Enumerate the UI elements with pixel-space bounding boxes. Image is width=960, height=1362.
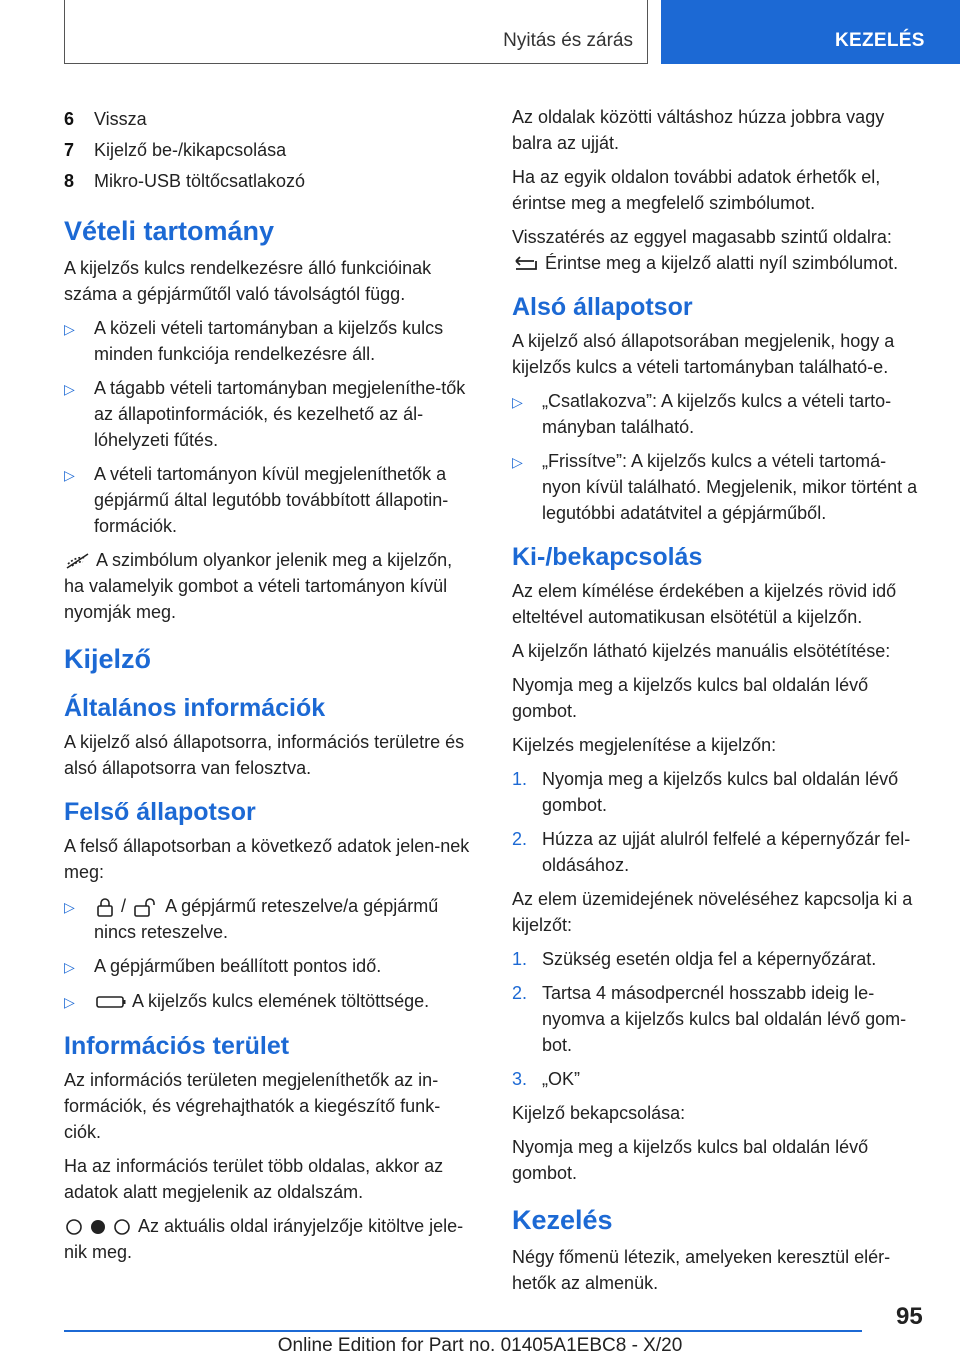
bullet-item: ▷ „Csatlakozva”: A kijelzős kulcs a vételi tarto-mányban található. bbox=[512, 388, 924, 440]
page-number: 95 bbox=[896, 1303, 923, 1330]
heading-on-off: Ki-/bekapcsolás bbox=[512, 543, 703, 571]
step-item: 3. „OK” bbox=[512, 1069, 580, 1089]
paragraph: A kijelző alsó állapotsorában megjelenik, hogy a kijelzős kulcs a vételi tartományban található-e. bbox=[512, 331, 895, 377]
lock-open-icon bbox=[131, 897, 161, 917]
bullet-icon: ▷ bbox=[512, 394, 523, 410]
paragraph: Nyomja meg a kijelzős kulcs bal oldalán lévő gombot. bbox=[512, 675, 869, 721]
step-item: 2. Tartsa 4 másodpercnél hosszabb ideig le-nyomva a kijelzős kulcs bal oldalán lévő gom-bot. bbox=[512, 983, 907, 1055]
heading-lower-status-bar: Alsó állapotsor bbox=[512, 293, 693, 321]
paragraph: Ha az információs terület több oldalas, akkor az adatok alatt megjelenik az oldalszám. bbox=[64, 1156, 444, 1202]
right-column bbox=[512, 104, 924, 1304]
header-section-title: Nyitás és zárás bbox=[503, 30, 633, 51]
bullet-item: ▷ A tágabb vételi tartományban megjeleníthe-tők az állapotinformációk, és kezelhető az ál-lóhelyzeti fűtés. bbox=[64, 375, 476, 453]
footer-edition: Online Edition for Part no. 01405A1EBC8 - X/20 bbox=[277, 1335, 683, 1356]
heading-general-info: Általános információk bbox=[64, 694, 326, 722]
battery-icon bbox=[94, 994, 128, 1010]
paragraph: Kijelző bekapcsolása: bbox=[512, 1103, 686, 1123]
paragraph: A kijelzőn látható kijelzés manuális elsötétítése: bbox=[512, 641, 891, 661]
bullet-item: ▷ „Frissítve”: A kijelzős kulcs a vételi tartomá-nyon kívül található. Megjelenik, mikor történt a legutóbbi adatátvitel a gépjárműből. bbox=[512, 448, 924, 526]
paragraph: Kijelzés megjelenítése a kijelzőn: bbox=[512, 735, 777, 755]
bullet-icon: ▷ bbox=[64, 467, 75, 483]
bullet-item: ▷ A kijelzős kulcs elemének töltöttsége. bbox=[64, 988, 476, 1015]
legend-item: 8 Mikro-USB töltőcsatlakozó bbox=[64, 171, 306, 191]
paragraph: A kijelző alsó állapotsorra, információs területre és alsó állapotsorra van felosztva. bbox=[64, 732, 465, 778]
bullet-icon: ▷ bbox=[64, 381, 75, 397]
bullet-icon: ▷ bbox=[64, 899, 75, 915]
header-chapter-label: KEZELÉS bbox=[835, 30, 925, 51]
header-chapter-tab[interactable] bbox=[661, 0, 960, 64]
paragraph: Az oldalak közötti váltáshoz húzza jobbra vagy balra az ujját. bbox=[512, 107, 885, 153]
left-column bbox=[64, 104, 476, 1273]
legend-item: 7 Kijelző be-/kikapcsolása bbox=[64, 140, 287, 160]
bullet-item: ▷ / A gépjármű reteszelve/a gépjármű nincs reteszelve. bbox=[64, 893, 476, 945]
header-section-box bbox=[64, 0, 648, 64]
step-item: 2. Húzza az ujját alulról felfelé a képernyőzár fel-oldásához. bbox=[512, 829, 911, 875]
bullet-item: ▷ A vételi tartományon kívül megjeleníthetők a gépjármű által legutóbb továbbított állapotin-formációk. bbox=[64, 461, 476, 539]
heading-reception-range: Vételi tartomány bbox=[64, 216, 275, 246]
paragraph: A felső állapotsorban a következő adatok jelen-nek meg: bbox=[64, 836, 470, 882]
back-arrow-icon bbox=[512, 255, 540, 273]
bullet-icon: ▷ bbox=[64, 994, 75, 1010]
paragraph: Visszatérés az eggyel magasabb szintű oldalra: Érintse meg a kijelző alatti nyíl szimbólumot. bbox=[512, 227, 899, 273]
footer-divider bbox=[64, 1330, 862, 1332]
bullet-icon: ▷ bbox=[512, 454, 523, 470]
bullet-icon: ▷ bbox=[64, 959, 75, 975]
bullet-item: ▷ A gépjárműben beállított pontos idő. bbox=[64, 953, 476, 980]
no-signal-icon bbox=[64, 552, 92, 570]
paragraph: Nyomja meg a kijelzős kulcs bal oldalán lévő gombot. bbox=[512, 1137, 869, 1183]
paragraph: Az információs területen megjeleníthetők az in-formációk, és végrehajthatók a kiegészítő funk-ciók. bbox=[64, 1070, 441, 1142]
page-indicator-icon bbox=[64, 1217, 134, 1237]
legend-list bbox=[64, 104, 476, 197]
paragraph: Az elem üzemidejének növeléséhez kapcsolja ki a kijelzőt: bbox=[512, 889, 913, 935]
step-item: 1. Nyomja meg a kijelzős kulcs bal oldalán lévő gombot. bbox=[512, 769, 899, 815]
paragraph: A kijelzős kulcs rendelkezésre álló funkcióinak száma a gépjárműtől való távolságtól függ. bbox=[64, 258, 432, 304]
legend-item: 6 Vissza bbox=[64, 109, 147, 129]
paragraph-page-indicator: Az aktuális oldal irányjelzője kitöltve jele-nik meg. bbox=[64, 1216, 464, 1262]
heading-info-area: Információs terület bbox=[64, 1032, 290, 1060]
paragraph: Ha az egyik oldalon további adatok érhetők el, érintse meg a megfelelő szimbólumot. bbox=[512, 167, 881, 213]
step-item: 1. Szükség esetén oldja fel a képernyőzárat. bbox=[512, 949, 877, 969]
bullet-item: ▷ A közeli vételi tartományban a kijelzős kulcs minden funkciója rendelkezésre áll. bbox=[64, 315, 476, 367]
paragraph-symbol: A szimbólum olyankor jelenik meg a kijelzőn, ha valamelyik gombot a vételi tartományon kívül nyomják meg. bbox=[64, 550, 453, 622]
heading-upper-status-bar: Felső állapotsor bbox=[64, 798, 256, 826]
lock-closed-icon bbox=[94, 897, 116, 917]
bullet-icon: ▷ bbox=[64, 321, 75, 337]
paragraph: Az elem kímélése érdekében a kijelzés rövid idő elteltével automatikusan elsötétül a kijelzőn. bbox=[512, 581, 897, 627]
paragraph: Négy főmenü létezik, amelyeken keresztül elér-hetők az almenük. bbox=[512, 1247, 891, 1293]
heading-operation: Kezelés bbox=[512, 1205, 613, 1235]
heading-display: Kijelző bbox=[64, 644, 152, 674]
